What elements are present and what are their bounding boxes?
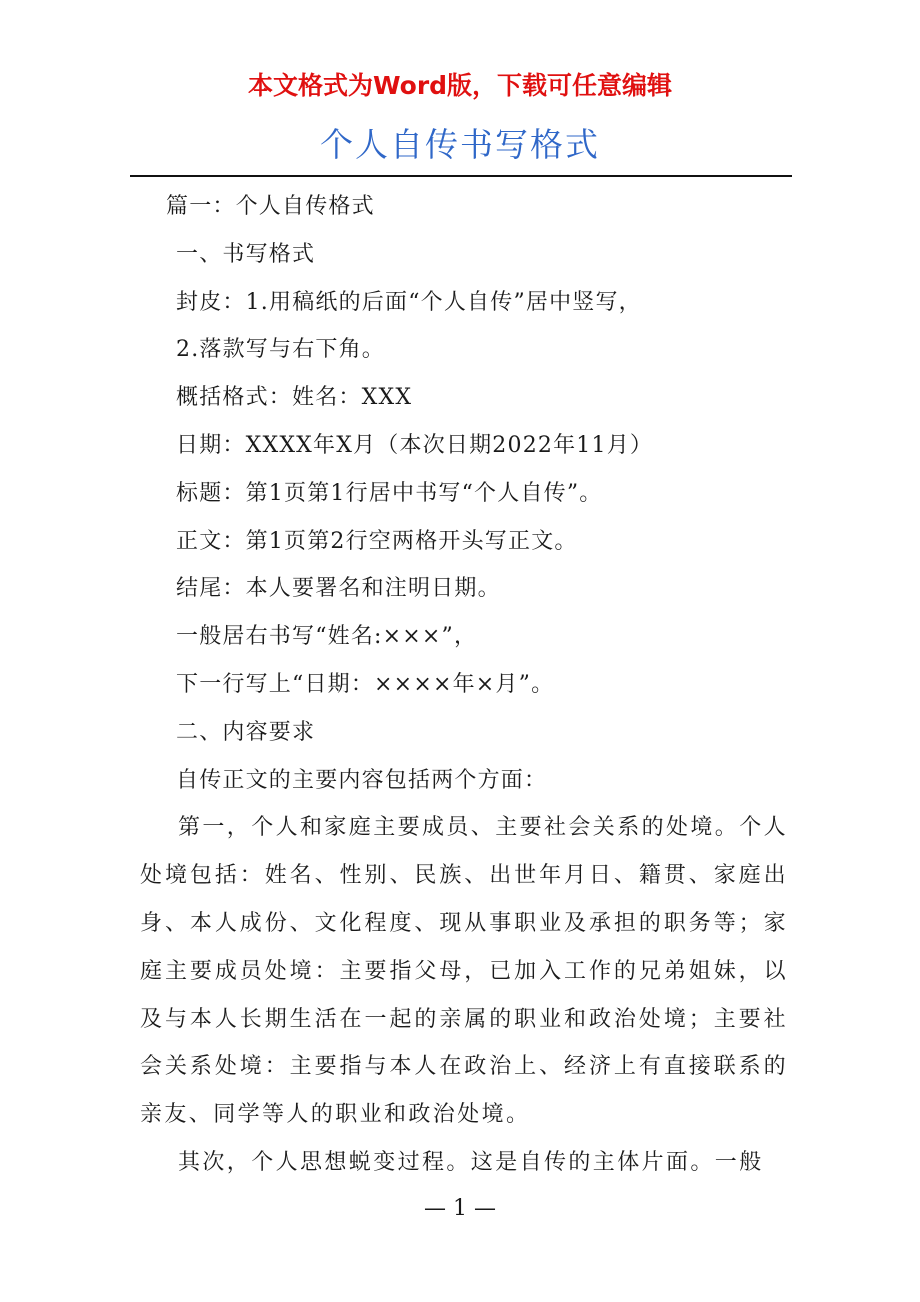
body-text-rule-line: 正文：第1页第2行空两格开头写正文。 [176,528,578,554]
ending-rule-line: 结尾：本人要署名和注明日期。 [176,576,501,602]
signature-position-line: 2.落款写与右下角。 [176,337,385,363]
heading-content-requirements: 二、内容要求 [176,719,316,745]
title-divider [130,175,792,177]
paragraph-thought-process: 其次，个人思想蜕变过程。这是自传的主体片面。一般 [178,1149,764,1175]
title-rule-line: 标题：第1页第1行居中书写“个人自传”。 [176,480,603,506]
name-position-line: 一般居右书写“姓名:×××”， [176,624,478,650]
content-intro-line: 自传正文的主要内容包括两个方面： [176,767,548,793]
summary-format-line: 概括格式：姓名：XXX [176,385,413,411]
download-notice: 本文格式为Word版，下载可任意编辑 [247,71,673,100]
date-next-line: 下一行写上“日期：××××年×月”。 [176,671,555,697]
page-number: — 1 — [424,1196,496,1221]
document-title: 个人自传书写格式 [320,125,600,164]
document-body [140,183,788,1187]
cover-rule-line: 封皮：1.用稿纸的后面“个人自传”居中竖写， [176,289,642,315]
heading-writing-format: 一、书写格式 [176,241,316,267]
date-format-line: 日期：XXXX年X月（本次日期2022年11月） [176,432,654,458]
paragraph-personal-family: 第一，个人和家庭主要成员、主要社会关系的处境。个人处境包括：姓名、性别、民族、出世年月日、籍贯、家庭出身、本人成份、文化程度、现从事职业及承担的职务等；家庭主要成员处境：主要指父母，已加入工作的兄弟姐妹，以及与本人长期生活在一起的亲属的职业和政治处境；主要社会关系处境：主要指与本人在政治上、经济上有直接联系的亲友、同学等人的职业和政治处境。 [140,815,789,1128]
section-heading-part-one: 篇一：个人自传格式 [166,194,375,219]
